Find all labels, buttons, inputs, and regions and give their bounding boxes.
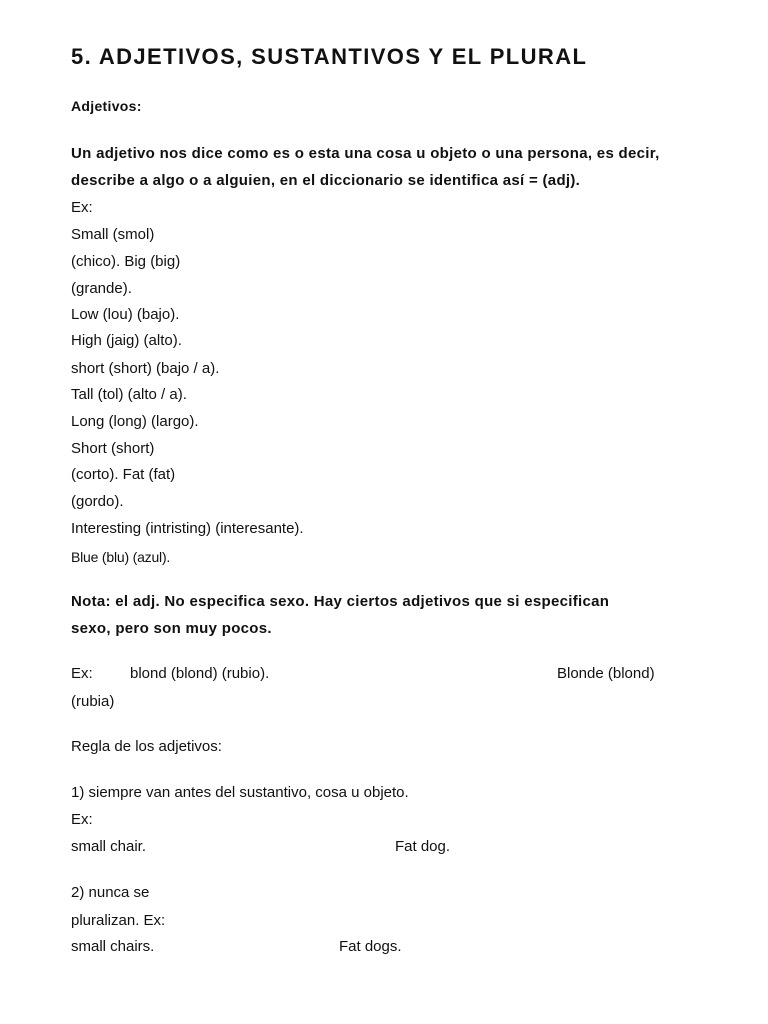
rule-2-line-2: pluralizan. Ex: (71, 912, 166, 929)
rule-2-example-b: Fat dogs. (339, 938, 402, 955)
example-line: (grande). (71, 280, 132, 297)
gender-example-feminine: Blonde (blond) (557, 665, 655, 682)
example-line: (chico). Big (big) (71, 253, 181, 270)
example-line: short (short) (bajo / a). (71, 360, 220, 377)
rule-1-label: Ex: (71, 811, 93, 828)
example-line: Tall (tol) (alto / a). (71, 386, 187, 403)
rules-heading: Regla de los adjetivos: (71, 738, 222, 755)
example-line: Blue (blu) (azul). (71, 549, 171, 565)
rule-2-example-a: small chairs. (71, 938, 155, 955)
rule-1-example-a: small chair. (71, 838, 147, 855)
page-title: 5. ADJETIVOS, SUSTANTIVOS Y EL PLURAL (71, 44, 588, 69)
note-line-2: sexo, pero son muy pocos. (71, 620, 272, 637)
example-line: High (jaig) (alto). (71, 332, 182, 349)
rule-1-example-b: Fat dog. (395, 838, 451, 855)
example-line: Low (lou) (bajo). (71, 306, 180, 323)
example-line: (gordo). (71, 493, 124, 510)
gender-example-label: Ex: (71, 665, 93, 682)
example-line: Short (short) (71, 440, 155, 457)
example-line: Interesting (intristing) (interesante). (71, 520, 304, 537)
example-line: Long (long) (largo). (71, 413, 199, 430)
intro-line-1: Un adjetivo nos dice como es o esta una cosa u objeto o una persona, es decir, (71, 145, 660, 162)
examples-label: Ex: (71, 199, 93, 216)
example-line: Small (smol) (71, 226, 155, 243)
section-subheading: Adjetivos: (71, 98, 142, 114)
intro-line-2: describe a algo o a alguien, en el diccionario se identifica así = (adj). (71, 172, 581, 189)
gender-example-masculine: blond (blond) (rubio). (130, 665, 270, 682)
rule-2-line-1: 2) nunca se (71, 884, 150, 901)
example-line: (corto). Fat (fat) (71, 466, 176, 483)
rule-1-text: 1) siempre van antes del sustantivo, cosa u objeto. (71, 784, 409, 801)
note-line-1: Nota: el adj. No especifica sexo. Hay ciertos adjetivos que si especifican (71, 593, 610, 610)
gender-example-feminine-cont: (rubia) (71, 693, 115, 710)
